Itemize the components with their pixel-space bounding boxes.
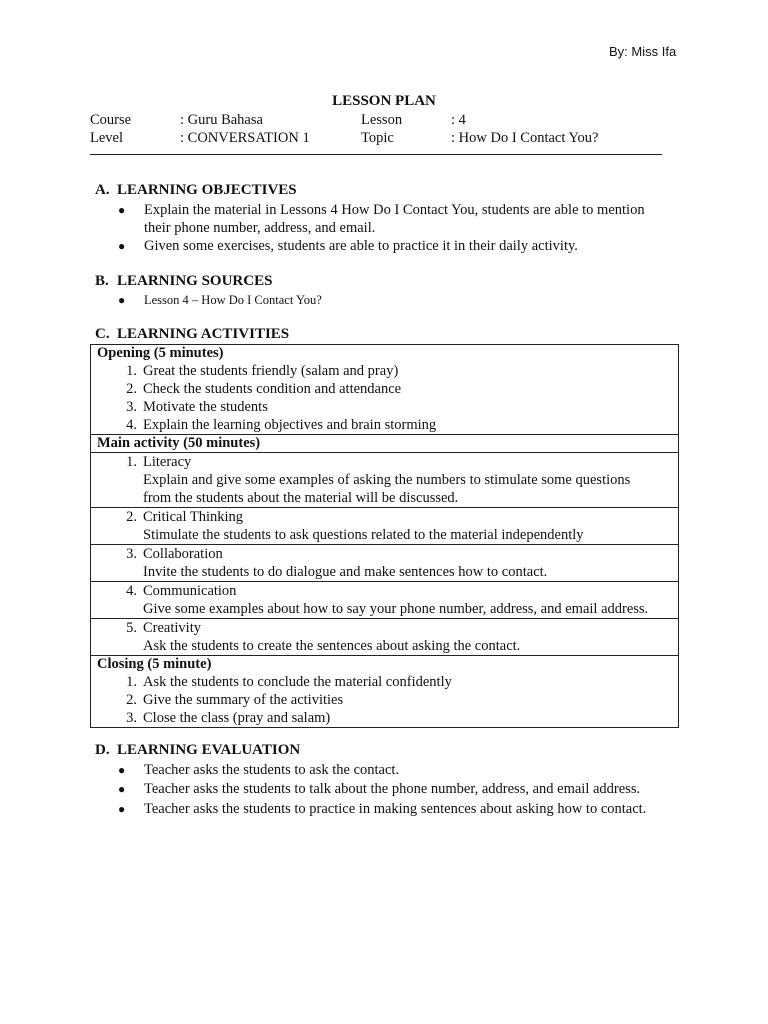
- activity-description: Invite the students to do dialogue and make sentences how to contact.: [143, 564, 548, 580]
- activity-heading: 3. Collaboration: [126, 546, 223, 562]
- section-a-heading: [95, 182, 297, 199]
- topic-label: Topic: [361, 130, 394, 146]
- topic-value: : How Do I Contact You?: [451, 130, 599, 146]
- activity-heading: 5. Creativity: [126, 620, 201, 636]
- list-item: 4. Explain the learning objectives and brain storming: [126, 417, 437, 433]
- level-value: : CONVERSATION 1: [180, 130, 310, 146]
- main-activity-title-cell: [91, 435, 679, 453]
- lesson-label: Lesson: [361, 112, 403, 128]
- section-b-heading: [95, 273, 272, 290]
- activity-description: from the students about the material will be discussed.: [143, 490, 459, 506]
- objective-item-continuation: their phone number, address, and email.: [144, 220, 376, 236]
- bullet-icon: ●: [118, 802, 126, 816]
- list-item: 1. Ask the students to conclude the material confidently: [126, 674, 452, 690]
- course-label: Course: [90, 112, 132, 128]
- list-item: 3. Motivate the students: [126, 399, 268, 415]
- source-item: ● Lesson 4 – How Do I Contact You?: [118, 293, 322, 307]
- activity-description: Stimulate the students to ask questions related to the material independently: [143, 527, 584, 543]
- list-item: 2. Check the students condition and attendance: [126, 381, 402, 397]
- evaluation-item: ● Teacher asks the students to ask the contact.: [118, 762, 400, 778]
- level-label: Level: [90, 130, 124, 146]
- activities-table: [90, 344, 679, 728]
- section-a-letter: A.: [95, 182, 110, 198]
- list-item: 2. Give the summary of the activities: [126, 692, 344, 708]
- section-d-letter: D.: [95, 742, 110, 758]
- section-c-heading: [95, 326, 289, 343]
- activity-description: Explain and give some examples of asking the numbers to stimulate some questions: [143, 472, 631, 488]
- list-item: 3. Close the class (pray and salam): [126, 710, 331, 726]
- bullet-icon: ●: [118, 203, 126, 217]
- activity-heading: 2. Critical Thinking: [126, 509, 244, 525]
- opening-title: Opening (5 minutes): [97, 345, 224, 361]
- section-d-heading: [95, 742, 300, 759]
- evaluation-item: ● Teacher asks the students to practice in making sentences about asking how to contact.: [118, 801, 647, 817]
- main-activity-cell: [91, 508, 679, 545]
- evaluation-item: ● Teacher asks the students to talk about the phone number, address, and email address.: [118, 781, 641, 797]
- activity-heading: 1. Literacy: [126, 454, 192, 470]
- section-c-letter: C.: [95, 326, 110, 342]
- section-d-title: LEARNING EVALUATION: [117, 742, 301, 758]
- objective-item: ● Explain the material in Lessons 4 How Do I Contact You, students are able to mention: [118, 202, 645, 218]
- section-c-title: LEARNING ACTIVITIES: [117, 326, 290, 342]
- list-item: 1. Great the students friendly (salam and pray): [126, 363, 399, 379]
- objective-item: ● Given some exercises, students are able to practice it in their daily activity.: [118, 238, 578, 254]
- bullet-icon: ●: [118, 782, 126, 796]
- section-a-title: LEARNING OBJECTIVES: [117, 182, 297, 198]
- activity-heading: 4. Communication: [126, 583, 237, 599]
- header-divider: [90, 154, 662, 155]
- bullet-icon: ●: [118, 239, 126, 253]
- main-activity-cell: [91, 453, 679, 508]
- opening-cell: [91, 345, 679, 435]
- activity-description: Ask the students to create the sentences about asking the contact.: [143, 638, 521, 654]
- main-activity-cell: [91, 545, 679, 582]
- section-b-letter: B.: [95, 273, 109, 289]
- section-b-title: LEARNING SOURCES: [117, 273, 273, 289]
- closing-cell: [91, 656, 679, 728]
- bullet-icon: ●: [118, 763, 126, 777]
- page-title: LESSON PLAN: [332, 93, 436, 109]
- activity-description: Give some examples about how to say your phone number, address, and email address.: [143, 601, 649, 617]
- lesson-value: : 4: [451, 112, 466, 128]
- main-activity-cell: [91, 582, 679, 619]
- bullet-icon: ●: [118, 293, 126, 307]
- author-credit: By: Miss Ifa: [609, 44, 677, 59]
- main-activity-title: Main activity (50 minutes): [97, 435, 261, 451]
- main-activity-cell: [91, 619, 679, 656]
- closing-title: Closing (5 minute): [97, 656, 212, 672]
- course-value: : Guru Bahasa: [180, 112, 263, 128]
